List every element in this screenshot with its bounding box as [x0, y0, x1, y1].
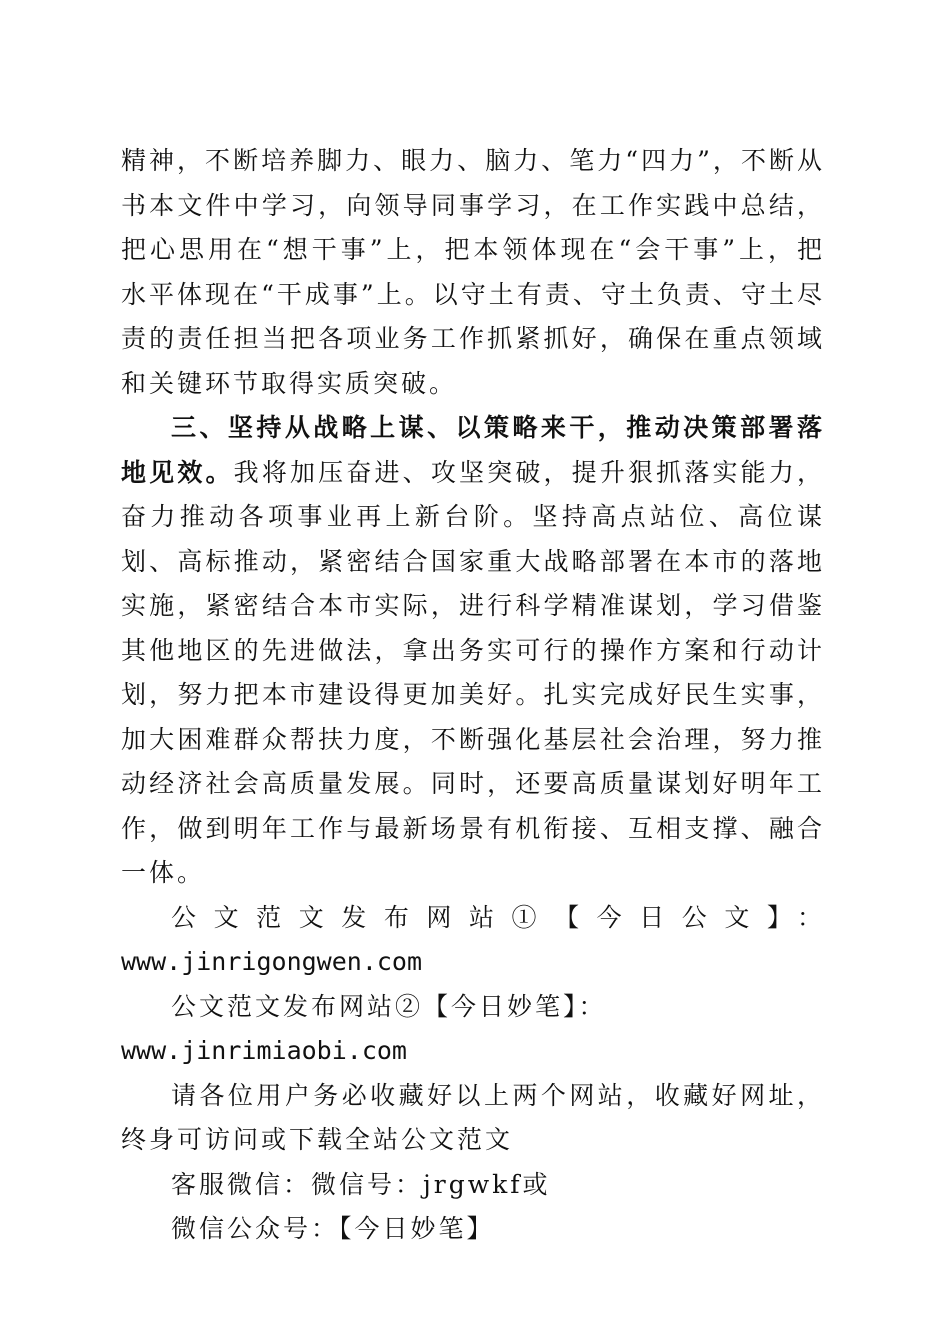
section-three-body: 我将加压奋进、攻坚突破，提升狠抓落实能力，奋力推动各项事业再上新台阶。坚持高点站位、高位谋划、高标推动，紧密结合国家重大战略部署在本市的落地实施，紧密结合本市实际，进行科学精准谋划，学习借鉴其他地区的先进做法，拿出务实可行的操作方案和行动计划，努力把本市建设得更加美好。扎实完成好民生实事，加大困难群众帮扶力度，不断强化基层社会治理，努力推动经济社会高质量发展。同时，还要高质量谋划好明年工作，做到明年工作与最新场景有机衔接、互相支撑、融合一体。 — [121, 457, 825, 887]
paragraph-four-powers — [121, 139, 825, 406]
site-two-line — [121, 985, 825, 1074]
official-account-line — [121, 1207, 825, 1252]
official-account-text: 微信公众号：【今日妙笔】 — [171, 1214, 495, 1243]
site-one-url[interactable]: www.jinrigongwen.com — [121, 947, 423, 976]
paragraph-four-powers-text: 精神，不断培养脚力、眼力、脑力、笔力“四力”，不断从书本文件中学习，向领导同事学习，在工作实践中总结，把心思用在“想干事”上，把本领体现在“会干事”上，把水平体现在“干成事”上。以守土有责、守土负责、守土尽责的责任担当把各项业务工作抓紧抓好，确保在重点领域和关键环节取得实质突破。 — [121, 146, 825, 398]
site-one-label — [121, 896, 825, 941]
paragraph-section-three — [121, 406, 825, 896]
site-two-label: 公文范文发布网站②【今日妙笔】： — [171, 991, 607, 1021]
site-two-url[interactable]: www.jinrimiaobi.com — [121, 1036, 407, 1065]
document-body — [121, 139, 825, 1252]
service-wechat-text: 客服微信：微信号：jrgwkf或 — [171, 1169, 551, 1199]
service-wechat-line — [121, 1163, 825, 1208]
bookmark-notice — [121, 1074, 825, 1163]
bookmark-notice-text: 请各位用户务必收藏好以上两个网站，收藏好网址，终身可访问或下载全站公文范文 — [121, 1080, 825, 1154]
site-one-label-text: 公文范文发布网站①【今日公文】： — [171, 902, 825, 932]
section-three-heading: 三、坚持从战略上谋、以策略来干，推动决策部署落地见效。 — [121, 413, 825, 487]
site-one-url-line — [121, 940, 825, 985]
